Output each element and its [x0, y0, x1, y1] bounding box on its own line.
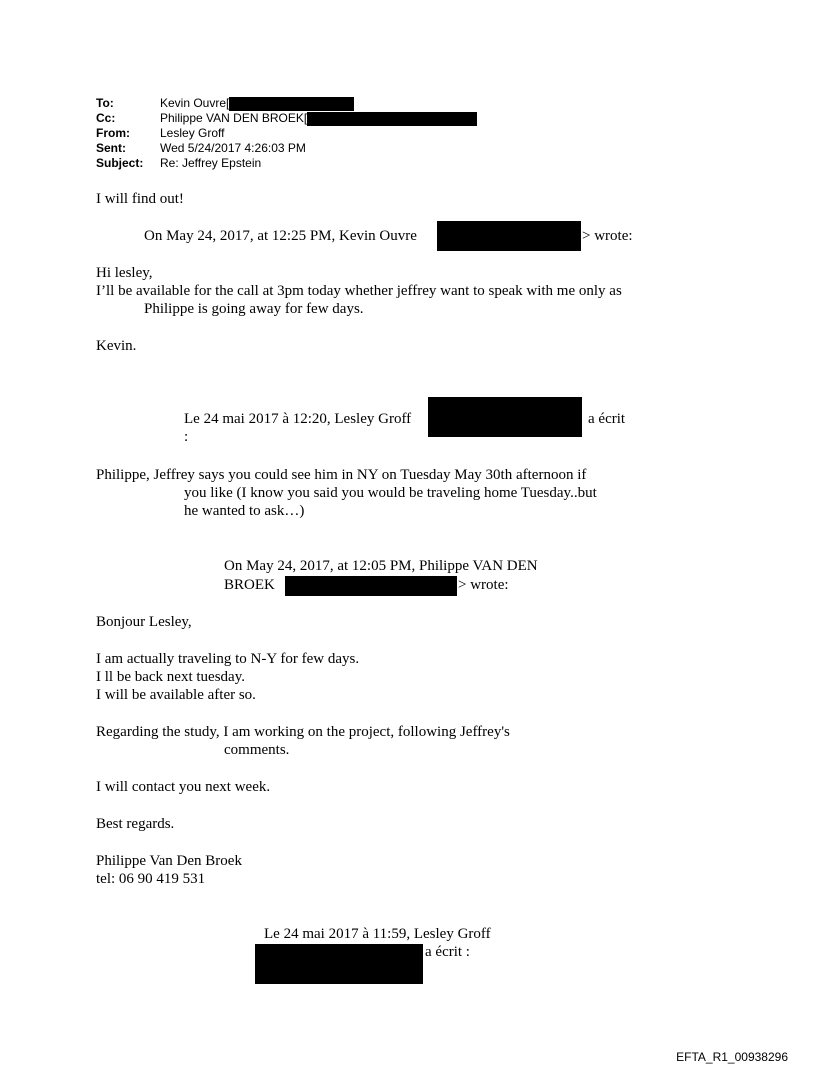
quote3-body-line: I ll be back next tuesday. — [96, 669, 245, 685]
quote4-intro-end: a écrit : — [425, 944, 470, 960]
quote3-body-line: I am actually traveling to N-Y for few days. — [96, 651, 360, 667]
subject-row — [96, 156, 477, 171]
quote3-signature-tel: tel: 06 90 419 531 — [96, 871, 206, 887]
quote3-intro-line: BROEK — [224, 577, 275, 593]
quote3-intro-end: > wrote: — [458, 577, 509, 593]
quote1-body-line: I’ll be available for the call at 3pm today whether jeffrey want to speak with me only as — [96, 283, 622, 299]
email-header — [96, 96, 477, 171]
sent-label: Sent: — [96, 141, 126, 155]
from-value: Lesley Groff — [160, 126, 225, 140]
subject-label: Subject: — [96, 156, 144, 170]
redaction-box — [255, 944, 423, 984]
quote2-body-line: you like (I know you said you would be traveling home Tuesday..but — [184, 485, 597, 501]
quote2-intro: Le 24 mai 2017 à 12:20, Lesley Groff — [184, 411, 412, 427]
quote1-intro-text: On May 24, 2017, at 12:25 PM, Kevin Ouvre — [144, 228, 417, 244]
to-row — [96, 96, 477, 111]
quote3-greeting: Bonjour Lesley, — [96, 614, 192, 630]
redaction-box — [437, 221, 581, 251]
document-reference: EFTA_R1_00938296 — [676, 1050, 788, 1064]
quote3-signature-name: Philippe Van Den Broek — [96, 853, 242, 869]
quote1-signature: Kevin. — [96, 338, 137, 354]
quote3-body-line: Regarding the study, I am working on the project, following Jeffrey's — [96, 724, 510, 740]
quote2-intro-end: a écrit — [588, 411, 626, 427]
reply-text: I will find out! — [96, 191, 184, 207]
sent-value: Wed 5/24/2017 4:26:03 PM — [160, 141, 306, 155]
from-row — [96, 126, 477, 141]
redaction-box — [229, 97, 354, 111]
quote2-intro-colon: : — [184, 429, 189, 445]
sent-row — [96, 141, 477, 156]
quote3-body-line: I will be available after so. — [96, 687, 256, 703]
from-label: From: — [96, 126, 130, 140]
subject-value: Re: Jeffrey Epstein — [160, 156, 262, 170]
redaction-box — [285, 576, 457, 596]
quote1-intro-end: > wrote: — [582, 228, 633, 244]
quote2-body-line: he wanted to ask…) — [184, 503, 305, 519]
quote3-body-line: comments. — [224, 742, 290, 758]
quote1-intro — [144, 227, 417, 245]
quote2-body-line: Philippe, Jeffrey says you could see him in NY on Tuesday May 30th afternoon if — [96, 467, 587, 483]
cc-label: Cc: — [96, 111, 116, 125]
redaction-box — [428, 397, 582, 437]
quote4-intro-line: Le 24 mai 2017 à 11:59, Lesley Groff — [264, 926, 491, 942]
redaction-box — [307, 112, 477, 126]
quote1-greeting: Hi lesley, — [96, 265, 153, 281]
quote3-closing: Best regards. — [96, 816, 175, 832]
quote3-intro-line: On May 24, 2017, at 12:05 PM, Philippe VAN DEN — [224, 558, 538, 574]
to-value: Kevin Ouvre[ — [160, 96, 230, 110]
quote3-body-line: I will contact you next week. — [96, 779, 271, 795]
cc-row — [96, 111, 477, 126]
quote1-body-line: Philippe is going away for few days. — [144, 301, 364, 317]
cc-value: Philippe VAN DEN BROEK[ — [160, 111, 308, 125]
to-label: To: — [96, 96, 114, 110]
